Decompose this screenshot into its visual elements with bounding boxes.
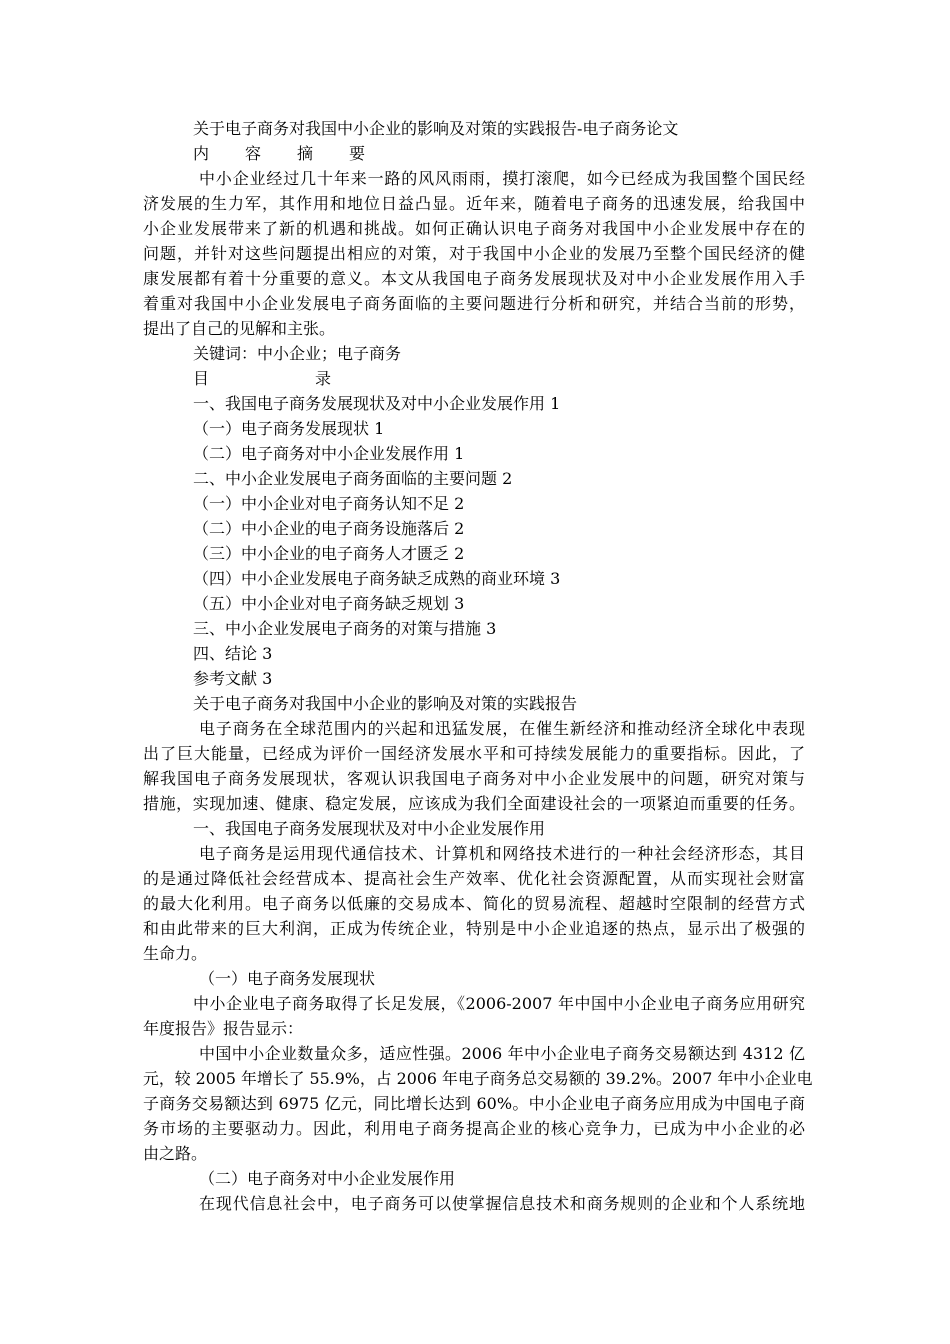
abstract-heading-char: 摘 [297,144,314,163]
toc-entry: 二、中小企业发展电子商务面临的主要问题 2 [193,469,513,488]
data-line: 子商务交易额达到 6975 亿元，同比增长达到 60%。中小企业电子商务应用成为中国电子商 [143,1094,805,1113]
abstract-line: 济发展的生力军，其作用和地位日益凸显。近年来，随着电子商务的迅速发展，给我国中 [143,194,805,213]
toc-entry: （一）中小企业对电子商务认知不足 2 [193,494,465,513]
section-heading: 一、我国电子商务发展现状及对中小企业发展作用 [193,819,546,838]
abstract-line: 中小企业经过几十年来一路的风风雨雨，摸打滚爬，如今已经成为我国整个国民经 [199,169,805,188]
document-title: 关于电子商务对我国中小企业的影响及对策的实践报告-电子商务论文 [193,119,679,138]
intro-line: 措施，实现加速、健康、稳定发展，应该成为我们全面建设社会的一项紧迫而重要的任务。 [143,794,805,813]
abstract-line: 小企业发展带来了新的机遇和挑战。如何正确认识电子商务对我国中小企业发展中存在的 [143,219,805,238]
toc-entry: 一、我国电子商务发展现状及对中小企业发展作用 1 [193,394,561,413]
abstract-line: 问题，并针对这些问题提出相应的对策，对于我国中小企业的发展乃至整个国民经济的健 [143,244,805,263]
toc-entry: （二）中小企业的电子商务设施落后 2 [193,519,465,538]
intro-line: 出了巨大能量，已经成为评价一国经济发展水平和可持续发展能力的重要指标。因此，了 [143,744,805,763]
toc-entry: （三）中小企业的电子商务人才匮乏 2 [193,544,465,563]
subsection-line: 中小企业电子商务取得了长足发展，《2006-2007 年中国中小企业电子商务应用研究 [193,994,805,1013]
abstract-heading-char: 要 [349,144,366,163]
data-line: 元，较 2005 年增长了 55.9%，占 2006 年电子商务总交易额的 39.2%。2007 年中小企业电 [143,1069,813,1088]
toc-heading [193,367,331,391]
toc-heading-char: 目 [193,369,210,388]
intro-line: 解我国电子商务发展现状，客观认识我国电子商务对中小企业发展中的问题，研究对策与 [143,769,805,788]
toc-entry: （四）中小企业发展电子商务缺乏成熟的商业环境 3 [193,569,561,588]
keywords: 关键词：中小企业；电子商务 [193,344,402,363]
toc-entry: （一）电子商务发展现状 1 [193,419,385,438]
data-line: 务市场的主要驱动力。因此，利用电子商务提高企业的核心竞争力，已成为中小企业的必 [143,1119,805,1138]
toc-entry: 三、中小企业发展电子商务的对策与措施 3 [193,619,497,638]
subsection-heading: （二）电子商务对中小企业发展作用 [199,1169,456,1188]
section-line: 生命力。 [143,944,208,963]
intro-line: 电子商务在全球范围内的兴起和迅猛发展，在催生新经济和推动经济全球化中表现 [199,719,805,738]
subsection-line: 年度报告》报告显示： [143,1019,304,1038]
section-line: 的是通过降低社会经营成本、提高社会生产效率、优化社会资源配置，从而实现社会财富 [143,869,805,888]
section-line: 和由此带来的巨大利润，正成为传统企业，特别是中小企业追逐的热点，显示出了极强的 [143,919,805,938]
subsection-heading: （一）电子商务发展现状 [199,969,376,988]
section-line: 的最大化利用。电子商务以低廉的交易成本、简化的贸易流程、超越时空限制的经营方式 [143,894,805,913]
subsection-line: 在现代信息社会中，电子商务可以使掌握信息技术和商务规则的企业和个人系统地 [199,1194,805,1213]
toc-heading-char: 录 [315,369,332,388]
abstract-heading [193,142,365,166]
section-line: 电子商务是运用现代通信技术、计算机和网络技术进行的一种社会经济形态，其目 [199,844,805,863]
abstract-heading-char: 内 [193,144,210,163]
toc-entry: （二）电子商务对中小企业发展作用 1 [193,444,465,463]
toc-entry: 四、结论 3 [193,644,273,663]
abstract-heading-char: 容 [245,144,262,163]
toc-entry: 参考文献 3 [193,669,273,688]
data-line: 中国中小企业数量众多，适应性强。2006 年中小企业电子商务交易额达到 4312 亿 [199,1044,805,1063]
abstract-line: 提出了自己的见解和主张。 [143,319,336,338]
toc-entry: （五）中小企业对电子商务缺乏规划 3 [193,594,465,613]
abstract-line: 着重对我国中小企业发展电子商务面临的主要问题进行分析和研究，并结合当前的形势， [143,294,805,313]
body-title: 关于电子商务对我国中小企业的影响及对策的实践报告 [193,694,578,713]
abstract-line: 康发展都有着十分重要的意义。本文从我国电子商务发展现状及对中小企业发展作用入手 [143,269,805,288]
data-line: 由之路。 [143,1144,208,1163]
